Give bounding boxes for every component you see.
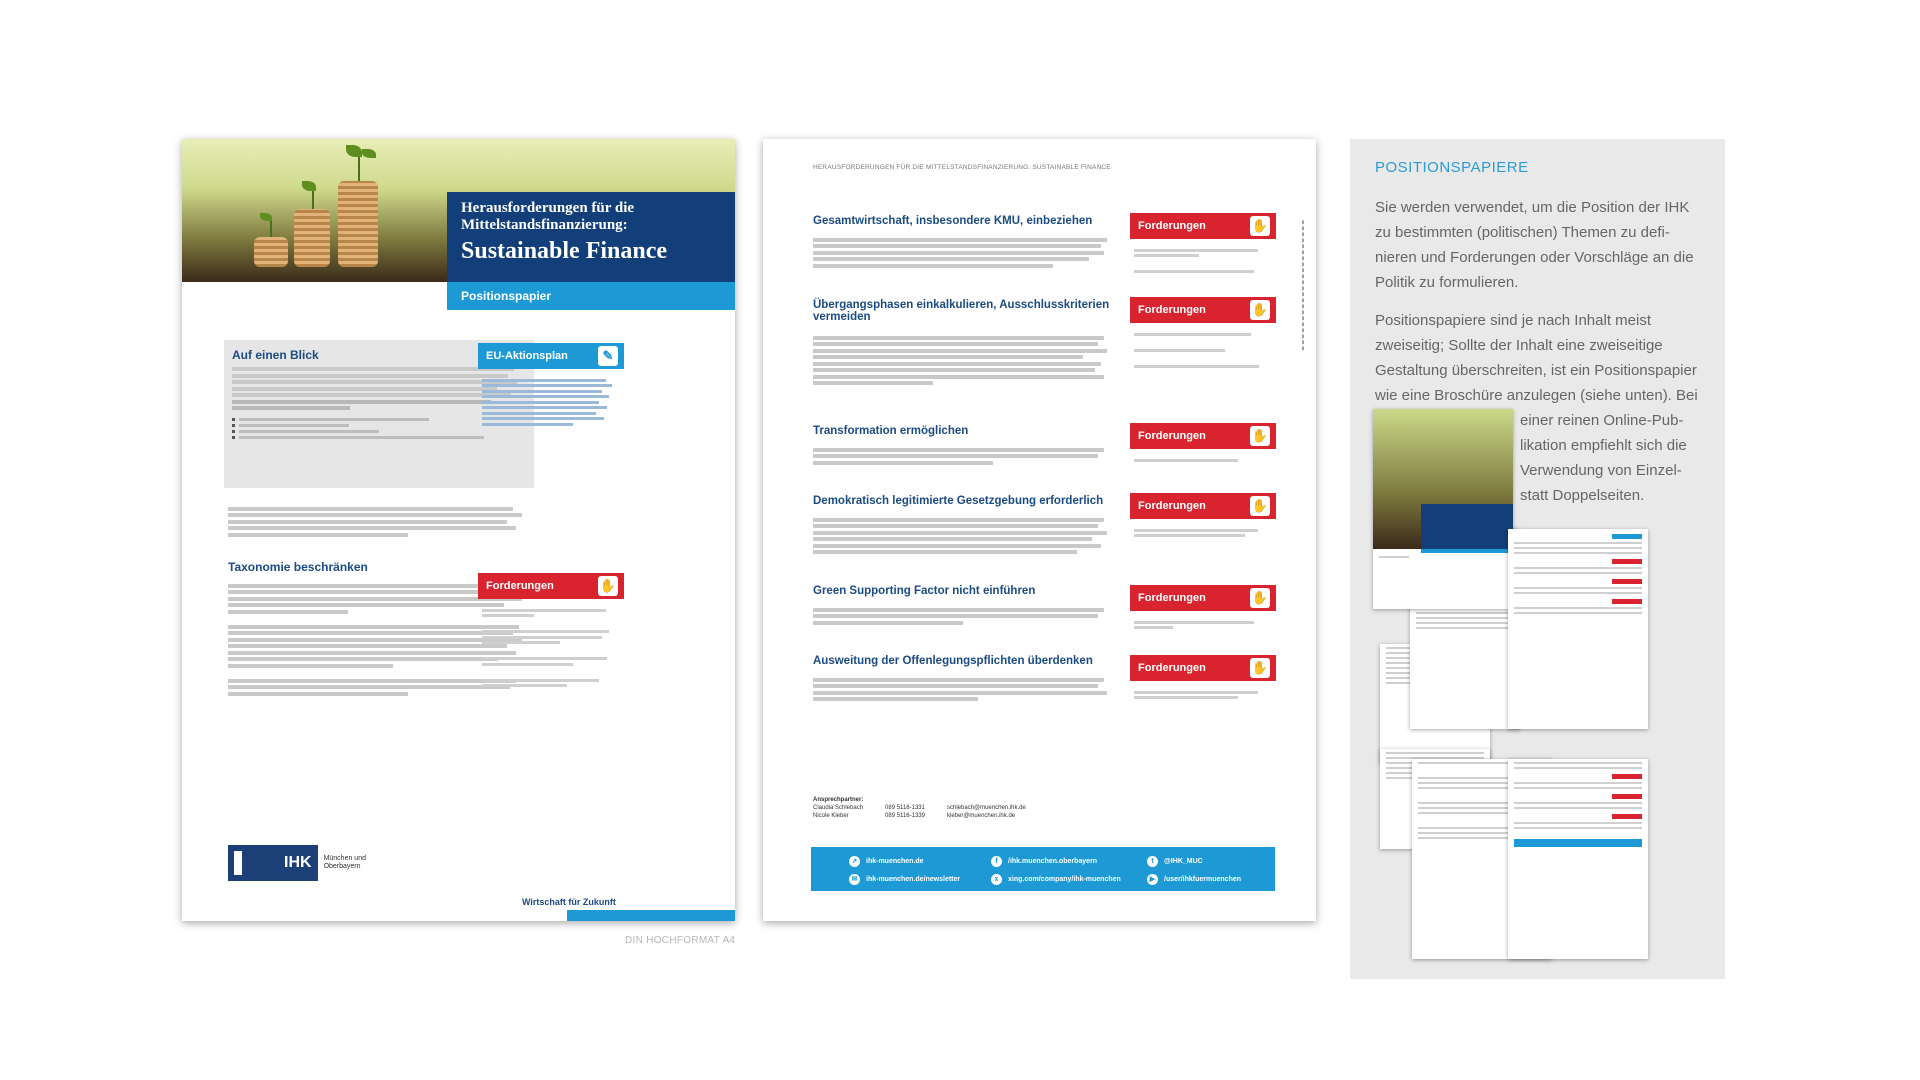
social-twitter[interactable]: t @IHK_MUC (1147, 856, 1203, 867)
panel-paragraph-2: Positionspapiere sind je nach Inhalt meist zweiseitig; Sollte der Inhalt eine zweiseitige Gestaltung überschreiten, ist ein Positionspapier wie eine Broschüre anzulegen (siehe unten). Bei (1375, 312, 1698, 404)
brochure-thumbnail (1508, 529, 1648, 729)
mail-icon: ✉ (849, 874, 860, 885)
section-text (813, 605, 1113, 627)
info-panel (1350, 139, 1725, 979)
sprout-icon (260, 213, 272, 221)
coin-stack (294, 209, 330, 267)
panel-paragraph-3: einer reinen Online-Pub- likation empfiehlt sich die Verwendung von Einzel- statt Doppelseiten. (1520, 412, 1687, 504)
demands-tag (1130, 655, 1276, 681)
demands-notes (1134, 246, 1264, 276)
megaphone-icon: ✋ (1250, 426, 1270, 446)
megaphone-icon: ✋ (1250, 216, 1270, 236)
xing-icon: x (991, 874, 1002, 885)
running-head: HERAUSFORDERUNGEN FÜR DIE MITTELSTANDSFINANZIERUNG: SUSTAINABLE FINANCE (813, 164, 1111, 171)
contact-email[interactable]: schlebach@muenchen.ihk.de (946, 805, 1026, 811)
panel-title: POSITIONSPAPIERE (1375, 159, 1529, 176)
coin-stack (254, 237, 288, 267)
social-web[interactable]: ➚ ihk-muenchen.de (849, 856, 924, 867)
title-line-2: Mittelstandsfinanzierung: (461, 217, 628, 233)
contact-name: Claudia Schlebach (813, 805, 864, 811)
coin-stack (338, 181, 378, 267)
megaphone-icon: ✋ (598, 576, 618, 596)
demands-notes (1134, 526, 1264, 540)
social-xing[interactable]: x xing.com/company/ihk-muenchen (991, 874, 1121, 885)
demands-notes (1134, 456, 1264, 464)
social-youtube[interactable]: ▶ /user/ihkfuermuenchen (1147, 874, 1241, 885)
megaphone-icon: ✋ (1250, 588, 1270, 608)
demands-label: Forderungen (1138, 592, 1206, 604)
section-text (813, 515, 1113, 557)
section-text (813, 333, 1113, 388)
section-heading: Green Supporting Factor nicht einführen (813, 585, 1036, 597)
demands-label: Forderungen (486, 580, 554, 592)
contact-email[interactable]: kleber@muenchen.ihk.de (946, 813, 1016, 819)
checklist-icon: ✎ (598, 346, 618, 366)
contact-name: Nicole Kleber (813, 813, 849, 819)
megaphone-icon: ✋ (1250, 658, 1270, 678)
twitter-icon: t (1147, 856, 1158, 867)
taxonomy-heading: Taxonomie beschränken (228, 560, 368, 574)
eu-aktionsplan-label: EU-Aktionsplan (486, 350, 568, 362)
page-back (763, 139, 1316, 921)
ihk-logo (228, 845, 366, 881)
page-front (182, 139, 735, 921)
demands-tag (1130, 297, 1276, 323)
contact-phone: 089 5116-1339 (885, 813, 925, 819)
demands-label: Forderungen (1138, 430, 1206, 442)
contact-block (813, 796, 1026, 820)
sprout-icon (346, 145, 362, 157)
section-heading: Übergangsphasen einkalkulieren, Ausschlusskriterien vermeiden (813, 299, 1110, 323)
glance-heading: Auf einen Blick (232, 348, 319, 362)
demands-notes (1134, 688, 1264, 702)
facebook-icon: f (991, 856, 1002, 867)
megaphone-icon: ✋ (1250, 300, 1270, 320)
demands-tag (1130, 423, 1276, 449)
youtube-icon: ▶ (1147, 874, 1158, 885)
sprout-icon (362, 149, 376, 158)
title-box (447, 192, 735, 282)
social-facebook[interactable]: f /ihk.muenchen.oberbayern (991, 856, 1097, 867)
section-heading: Gesamtwirtschaft, insbesondere KMU, einbeziehen (813, 215, 1093, 227)
demands-label: Forderungen (1138, 662, 1206, 674)
section-text (813, 675, 1113, 704)
section-heading: Ausweitung der Offenlegungspflichten überdenken (813, 655, 1093, 667)
title-line-1: Herausforderungen für die (461, 200, 635, 216)
web-icon: ➚ (849, 856, 860, 867)
social-newsletter[interactable]: ✉ ihk-muenchen.de/newsletter (849, 874, 960, 885)
cover-thumbnail (1373, 409, 1513, 609)
demands-notes (482, 606, 612, 690)
demands-notes (1134, 330, 1264, 370)
demands-tag (1130, 493, 1276, 519)
title-main: Sustainable Finance (461, 238, 668, 264)
demands-tag (1130, 585, 1276, 611)
brochure-thumbnail (1508, 759, 1648, 959)
contact-label: Ansprechpartner: (813, 797, 864, 803)
contact-phone: 089 5116-1331 (885, 805, 925, 811)
social-bar (811, 847, 1275, 891)
intro-text (228, 504, 528, 539)
demands-label: Forderungen (1138, 220, 1206, 232)
photo-credit: ▮▮▮▮▮▮▮▮▮▮▮▮▮▮▮▮▮▮▮▮▮▮ (1300, 219, 1306, 351)
demands-notes (1134, 618, 1264, 632)
ihk-logo-text: IHK (278, 845, 318, 881)
demands-label: Forderungen (1138, 304, 1206, 316)
demands-tag (1130, 213, 1276, 239)
demands-label: Forderungen (1138, 500, 1206, 512)
eu-aktionsplan-tag (478, 343, 624, 369)
ihk-logo-sub: München und Oberbayern (323, 855, 366, 870)
footer-slogan: Wirtschaft für Zukunft (522, 897, 616, 907)
subtitle-band: Positionspapier (447, 282, 735, 310)
demands-tag (478, 573, 624, 599)
panel-paragraph-1: Sie werden verwendet, um die Position der IHK zu bestimmten (politischen) Themen zu defi- nieren und Forderungen oder Vorschläge an die Politik zu formulieren. (1375, 199, 1694, 291)
section-heading: Demokratisch legitimierte Gesetzgebung erforderlich (813, 495, 1104, 507)
ihk-logo-mark (228, 845, 278, 881)
format-label: DIN HOCHFORMAT A4 (625, 935, 736, 946)
section-text (813, 445, 1113, 467)
section-text (813, 235, 1113, 270)
sprout-icon (302, 181, 316, 191)
megaphone-icon: ✋ (1250, 496, 1270, 516)
eu-aktionsplan-text (482, 376, 612, 428)
footer-bar (567, 910, 735, 921)
section-heading: Transformation ermöglichen (813, 425, 969, 437)
